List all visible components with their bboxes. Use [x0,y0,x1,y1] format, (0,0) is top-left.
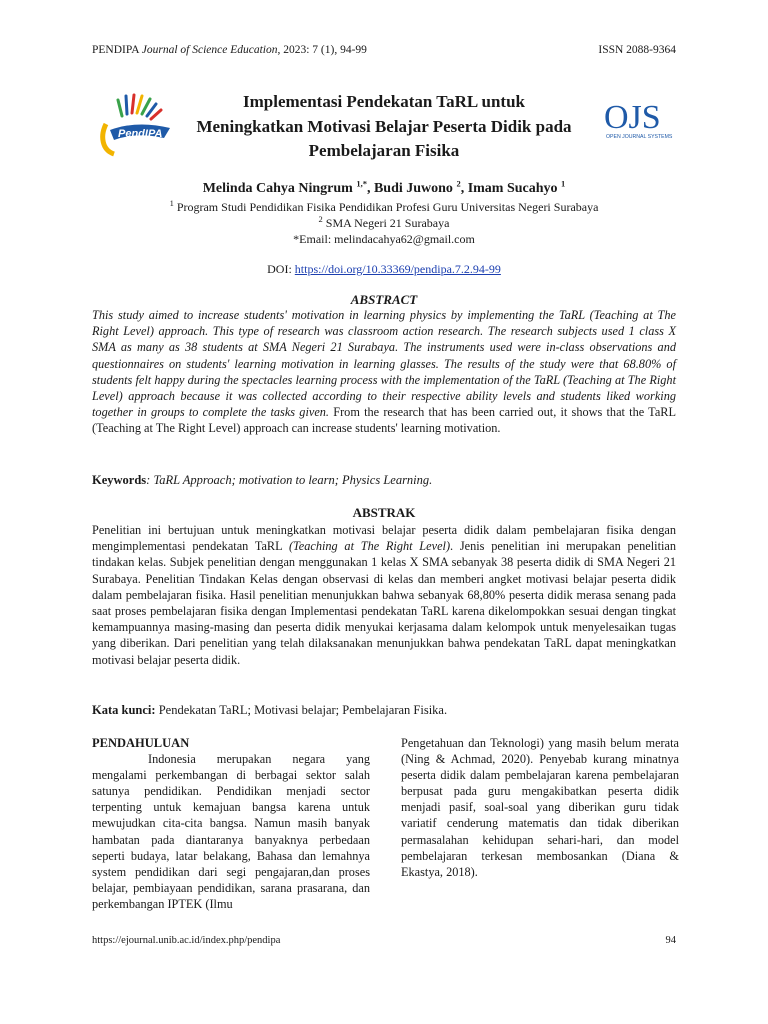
abstrak-text: Penelitian ini bertujuan untuk meningkatkan motivasi belajar peserta didik dalam pembelajaran fisika dengan mengimplementasi pendekatan TaRL (Teaching at The Right Level). Jenis penelitian ini merupakan penelitian tindakan kelas. Subjek penelitian dengan menggunakan 1 kelas X SMA sebanyak 38 peserta didik di SMA Negeri 21 Surabaya. Penelitian Tindakan Kelas dengan observasi di kelas dan memberi angket motivasi belajar peserta didik dalam pembelajaran fisika. Hasil penelitian menunjukkan bahwa sebanyak 68,80% peserta didik merasa senang pada saat proses pembelajaran fisika dengan Implementasi pendekatan TaRL karena dikelompokkan sesuai dengan tingkat kemampuannya masing-masing dan peserta didik menyukai kerjasama dalam kelompok untuk menyelesaikan tugas yang diberikan. Dari penelitian yang telah dilaksanakan menunjukkan bahwa pendekatan TaRL dapat meningkatkan motivasi belajar peserta didik. [92,523,677,667]
author-name: Budi Juwono [373,181,453,196]
abstract-heading: ABSTRACT [350,292,418,307]
intro-paragraph-right: Pengetahuan dan Teknologi) yang masih belum merata (Ning & Achmad, 2020). Penyebab kurang minatnya peserta didik dalam pembelajaran karena pembelajaran berpusat pada guru mengakibatkan peserta didik menjadi pasif, soal-soal yang diberikan guru tidak variatif cenderung matematis dan tidak diberikan permasalahan kehidupan sehari-hari, dan model pembelajaran terkesan membosankan (Diana & Ekastya, 2018). [401,736,679,879]
author-affiliation-mark: 1,* [356,178,367,189]
journal-url: https://ejournal.unib.ac.id/index.php/pendipa [92,935,281,946]
author-affiliation-mark: 1 [561,178,566,189]
author-separator: , [460,181,468,196]
page-footer [92,935,676,946]
svg-text:OPEN JOURNAL SYSTEMS: OPEN JOURNAL SYSTEMS [606,134,673,140]
pendipa-logo [92,90,186,158]
section-heading-pendahuluan: PENDAHULUAN [92,736,190,750]
author-name: Imam Sucahyo [467,181,558,196]
abstract-text: This study aimed to increase students' motivation in learning physics by implementing the TaRL (Teaching at The Right Level) approach. This type of research was classroom action research. The research subjects used 1 class X SMA as many as 38 students at SMA Negeri 21 Surabaya. The instruments used were in-class observations and questionnaires on students' learning motivation in learning glasses. The results of the study were that 68.80% of students felt happy during the spectacles learning process with the implementation of the TaRL (Teaching at The Right Level) approach because it was collected according to their respective ability levels and students liked working together in groups to complete the tasks given. From the research that has been carried out, it shows that the TaRL (Teaching at The Right Level) approach can increase students' learning motivation. [92,308,677,436]
page-number: 94 [665,935,676,946]
running-head [92,44,676,56]
author-list [92,178,676,197]
title-line-3: Pembelajaran Fisika [308,141,460,160]
doi-link[interactable]: https://doi.org/10.33369/pendipa.7.2.94-99 [294,262,501,276]
keywords: Keywords: TaRL Approach; motivation to learn; Physics Learning. [92,473,433,487]
svg-text:PendIPA: PendIPA [118,128,163,140]
abstrak-heading: ABSTRAK [352,505,416,520]
body-column-left [92,735,370,912]
title-block [92,90,676,176]
intro-paragraph-left: Indonesia merupakan negara yang mengalami perkembangan di berbagai sektor salah satunya pendidikan. Pendidikan menjadi sector terpenting untuk kemajuan bangsa karena untuk mewujudkan cita-cita bangsa. Namun masih banyak hambatan pada diantaranya banyaknya perbedaan seperti budaya, latar belakang, Bahasa dan lemahnya system pendidikan dari segi pengajaran,dan proses belajar, pembiayaan pendidikan, sarana prasarana, dan perkembangan IPTEK (Ilmu [92,752,370,911]
body-column-right [401,735,679,880]
author-name: Melinda Cahya Ningrum [202,181,353,196]
ojs-logo [598,92,676,150]
affiliation-2: $^2$ SMA Negeri 21 Surabaya [318,214,450,230]
author-separator: , [366,181,374,196]
author-affiliation-mark: 2 [456,178,461,189]
journal-citation: PENDIPA Journal of Science Education, 2023: 7 (1), 94-99 [92,44,367,56]
kata-kunci: Kata kunci: Pendekatan TaRL; Motivasi belajar; Pembelajaran Fisika. [92,703,448,717]
doi-line: DOI: https://doi.org/10.33369/pendipa.7.2.94-99 [267,262,501,276]
paper-title [196,90,572,164]
svg-text:OJS: OJS [604,99,661,136]
corresponding-email: *Email: melindacahya62@gmail.com [293,232,475,246]
affiliation-1: $^1$ Program Studi Pendidikan Fisika Pendidikan Profesi Guru Universitas Negeri Surabaya [169,198,599,214]
issn: ISSN 2088-9364 [598,44,676,56]
title-line-2: Meningkatkan Motivasi Belajar Peserta Didik pada [196,116,572,136]
title-line-1: Implementasi Pendekatan TaRL untuk [243,92,525,111]
